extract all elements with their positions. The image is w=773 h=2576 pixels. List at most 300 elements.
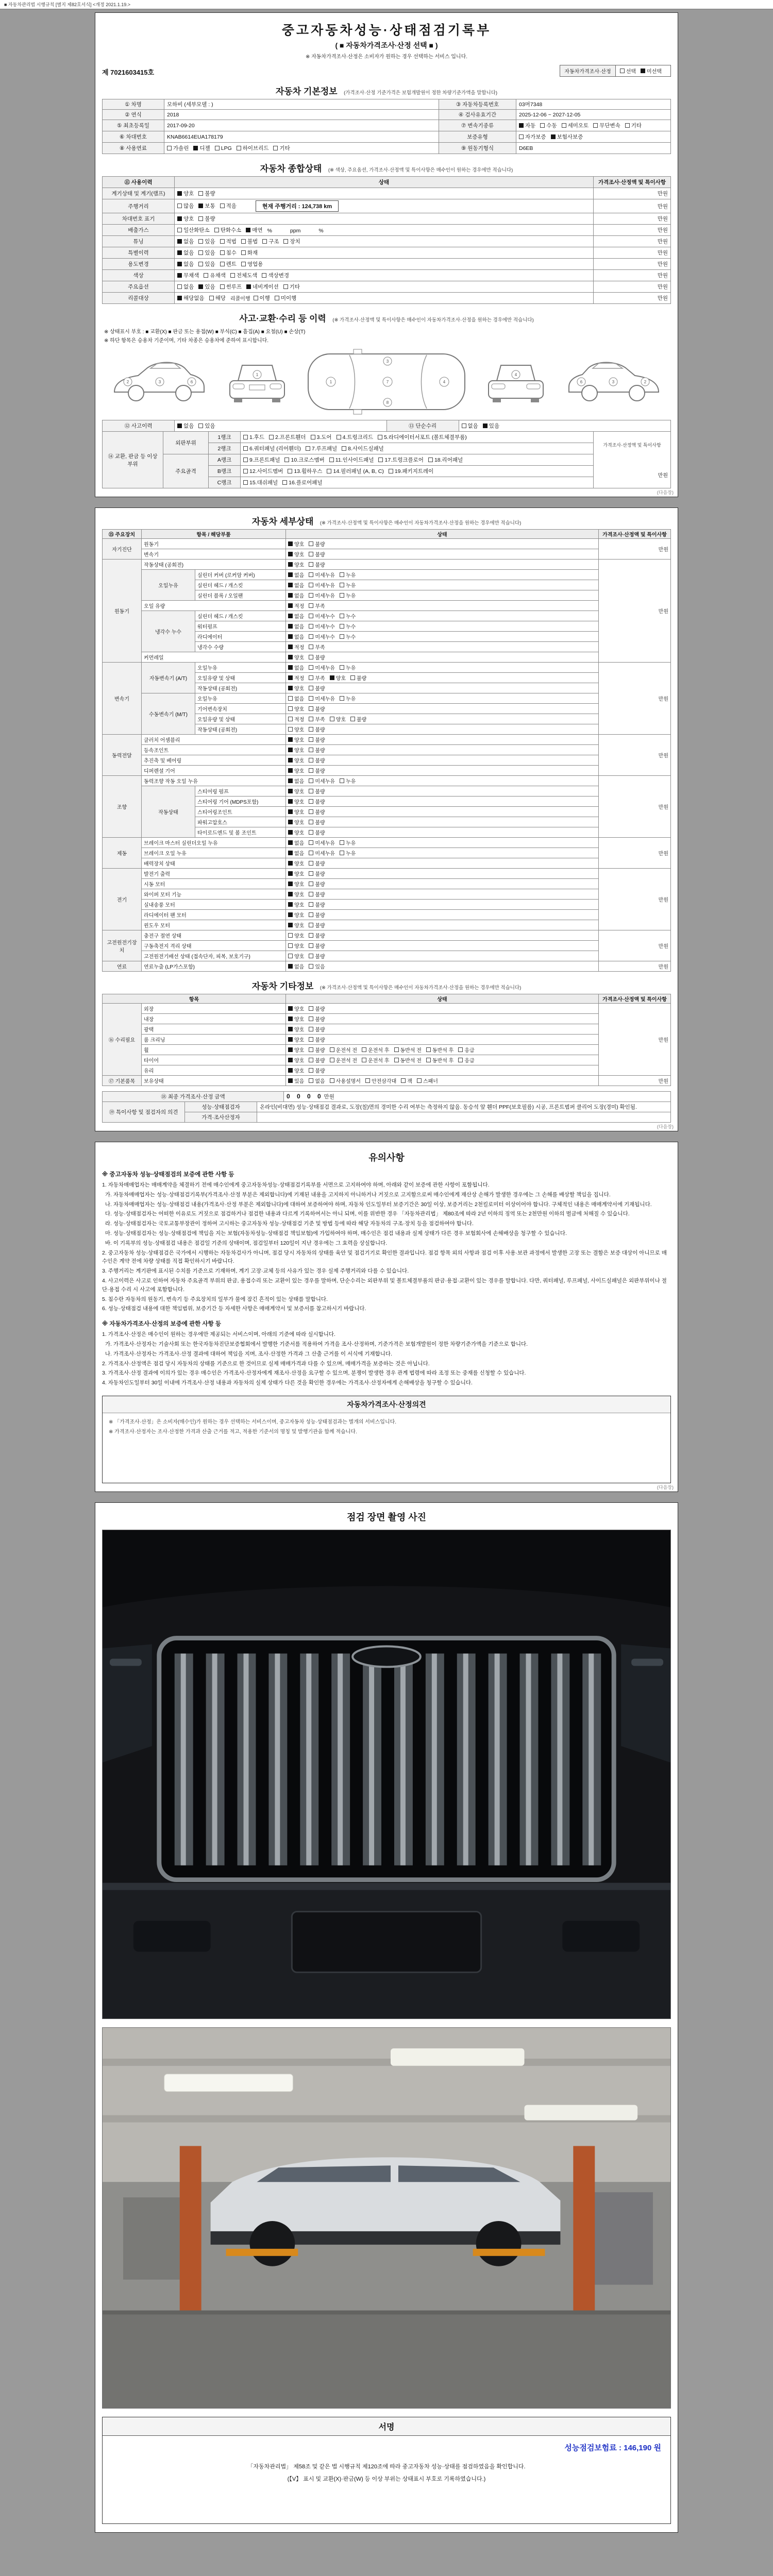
checkbox-option[interactable]: [288, 467, 322, 475]
checkbox-option[interactable]: [309, 633, 335, 640]
checkbox-option[interactable]: [340, 622, 356, 630]
checkbox-option[interactable]: [246, 283, 279, 291]
checkbox-label: 누수: [345, 624, 356, 630]
checkbox-option[interactable]: [362, 1056, 389, 1064]
checkbox-option[interactable]: [309, 1046, 325, 1054]
price-cell: 만원: [599, 869, 671, 930]
checkbox-option[interactable]: [214, 226, 242, 234]
checkbox-option[interactable]: [177, 260, 194, 268]
item-label: 고전원전기배선 상태 (접속단자, 피복, 보호기구): [142, 951, 286, 961]
checkbox-option[interactable]: [220, 238, 237, 245]
svg-text:3: 3: [386, 359, 389, 364]
checkbox-option[interactable]: [215, 145, 232, 151]
checkbox-option[interactable]: [329, 456, 374, 464]
checkbox-label: 2.프론트휀더: [275, 434, 306, 440]
checkbox-option[interactable]: [309, 736, 325, 743]
unchecked-box-icon: [309, 789, 313, 793]
checkbox-option[interactable]: [309, 1015, 325, 1023]
checkbox-label: 매연: [252, 227, 263, 233]
car-name-value: 모하비 (세부모델 : ): [164, 99, 439, 110]
unchecked-box-icon: [198, 262, 203, 266]
checkbox-option[interactable]: [288, 911, 304, 919]
unchecked-box-icon: [306, 446, 310, 451]
checkbox-option[interactable]: [288, 602, 304, 609]
first-reg-value: 2017-09-20: [164, 120, 439, 131]
checkbox-option[interactable]: [288, 1077, 304, 1084]
checkbox-option[interactable]: [342, 445, 384, 452]
checkbox-option[interactable]: [309, 612, 335, 620]
checkbox-option[interactable]: [426, 1046, 453, 1054]
checkbox-option[interactable]: [458, 1046, 474, 1054]
unchecked-box-icon: [309, 912, 313, 917]
checkbox-option[interactable]: [288, 828, 304, 836]
checkbox-option[interactable]: [288, 550, 304, 558]
checkbox-option[interactable]: [177, 190, 194, 197]
checkbox-option[interactable]: [309, 1036, 325, 1043]
checkbox-label: 양호: [183, 216, 194, 222]
checkbox-option[interactable]: [177, 202, 194, 210]
checkbox-option[interactable]: [288, 931, 304, 939]
checkbox-option[interactable]: [230, 272, 258, 279]
checkbox-option[interactable]: [350, 715, 366, 723]
checkbox-option[interactable]: [288, 777, 304, 785]
checkbox-label: 불량: [315, 861, 325, 867]
checkbox-option[interactable]: [288, 1025, 304, 1033]
checkbox-option[interactable]: [220, 260, 237, 268]
rank1-label: 1랭크: [209, 432, 241, 443]
checkbox-option[interactable]: [309, 1066, 325, 1074]
row-state: [175, 247, 594, 259]
checkbox-option[interactable]: [288, 1005, 304, 1012]
checked-box-icon: [288, 1037, 293, 1042]
checkbox-label: 불량: [315, 810, 325, 816]
checkbox-label: 양호: [294, 552, 305, 558]
checkbox-option[interactable]: [362, 1046, 389, 1054]
checkbox-option[interactable]: [220, 283, 242, 291]
checkbox-option[interactable]: [309, 540, 325, 548]
checkbox-option[interactable]: [288, 808, 304, 816]
row-state: [175, 213, 594, 225]
checkbox-option[interactable]: [275, 294, 296, 302]
overall-row-color: [103, 270, 671, 281]
checkbox-option[interactable]: [288, 684, 304, 692]
car-side-right-diagram: [563, 351, 664, 413]
svg-text:6: 6: [580, 380, 583, 384]
checkbox-option[interactable]: [198, 283, 215, 291]
checkbox-option[interactable]: [198, 260, 215, 268]
checkbox-option[interactable]: [394, 1056, 422, 1064]
document-header: [102, 18, 671, 61]
group-label: 변속기: [103, 663, 142, 735]
notice-paragraph: 4. 자동차인도일부터 30일 이내에 가격조사·산정 내용과 자동차의 실제 상태가 다른 것을 확인한 경우에는 가격조사·산정자에게 손해배상을 청구할 수 있습니다.: [102, 1380, 473, 1386]
emission-units: % ppm %: [267, 228, 324, 234]
checkbox-option[interactable]: [288, 705, 304, 713]
checkbox-option[interactable]: [309, 756, 325, 764]
checkbox-option[interactable]: [483, 422, 499, 430]
checkbox-option[interactable]: [378, 433, 467, 441]
checkbox-option[interactable]: [283, 238, 300, 245]
checkbox-option[interactable]: [309, 622, 335, 630]
checkbox-option[interactable]: [309, 921, 325, 929]
item-label: 동력조향 작동 오일 누유: [142, 776, 286, 786]
checkbox-option[interactable]: [198, 202, 215, 210]
checkbox-option[interactable]: [237, 144, 269, 152]
checkbox-option[interactable]: [288, 890, 304, 898]
checkbox-option[interactable]: [340, 694, 356, 702]
checkbox-option[interactable]: [283, 283, 300, 291]
checkbox-option[interactable]: [620, 67, 636, 75]
rankA-label: A랭크: [209, 454, 241, 466]
checkbox-option[interactable]: [288, 962, 304, 970]
checkbox-option[interactable]: [288, 540, 304, 548]
checkbox-option[interactable]: [177, 283, 194, 291]
checkbox-option[interactable]: [309, 602, 325, 609]
checkbox-option[interactable]: [309, 694, 335, 702]
checkbox-option[interactable]: [309, 1005, 325, 1012]
checkbox-option[interactable]: [394, 1046, 422, 1054]
checkbox-option[interactable]: [282, 479, 322, 486]
checkbox-label: 없음: [183, 239, 194, 245]
checkbox-option[interactable]: [309, 818, 325, 826]
checkbox-option[interactable]: [309, 952, 325, 960]
checkbox-option[interactable]: [243, 433, 264, 441]
checkbox-option[interactable]: [311, 433, 332, 441]
checkbox-option[interactable]: [309, 705, 325, 713]
checkbox-option[interactable]: [340, 839, 356, 846]
checkbox-option[interactable]: [243, 479, 278, 486]
checkbox-option[interactable]: [288, 859, 304, 867]
item-label: 스티어링 기어 (MDPS포함): [195, 796, 286, 807]
checkbox-option[interactable]: [309, 550, 325, 558]
detail-row: [103, 858, 671, 869]
simple-repair-options: [459, 420, 671, 432]
checkbox-label: 없음: [294, 964, 305, 970]
price-cell: 만원: [594, 199, 671, 213]
checkbox-option[interactable]: [288, 787, 304, 795]
checkbox-label: 누유: [345, 779, 356, 785]
checkbox-option[interactable]: [309, 849, 335, 857]
checkbox-option[interactable]: [641, 67, 662, 75]
checkbox-option[interactable]: [288, 581, 304, 589]
checkbox-option[interactable]: [254, 294, 270, 302]
checkbox-option[interactable]: [327, 467, 383, 475]
checkbox-option[interactable]: [177, 238, 194, 245]
checkbox-option[interactable]: [288, 870, 304, 877]
checkbox-option[interactable]: [288, 561, 304, 568]
item-label: 실린더 헤드 / 개스킷: [195, 580, 286, 590]
checkbox-option[interactable]: [198, 215, 215, 223]
checkbox-option[interactable]: [426, 1056, 453, 1064]
checkbox-option[interactable]: [288, 952, 304, 960]
checkbox-option[interactable]: [309, 942, 325, 950]
checkbox-option[interactable]: [177, 249, 194, 257]
checkbox-option[interactable]: [309, 870, 325, 877]
checkbox-label: 구조: [268, 239, 279, 245]
checkbox-option[interactable]: [288, 1066, 304, 1074]
checkbox-option[interactable]: [243, 445, 301, 452]
checkbox-option[interactable]: [309, 962, 325, 970]
checkbox-option[interactable]: [309, 901, 325, 908]
checkbox-option[interactable]: [309, 561, 325, 568]
checkbox-option[interactable]: [306, 445, 337, 452]
checkbox-option[interactable]: [309, 653, 325, 661]
item-label: 오일유량 및 상태: [195, 673, 286, 683]
checkbox-option[interactable]: [288, 653, 304, 661]
checkbox-option[interactable]: [193, 144, 210, 152]
checked-box-icon: [288, 603, 293, 608]
checkbox-label: 적음: [226, 203, 237, 209]
checkbox-option[interactable]: [309, 581, 335, 589]
checkbox-option[interactable]: [177, 294, 205, 302]
checkbox-option[interactable]: [330, 1077, 361, 1084]
checkbox-option[interactable]: [241, 260, 263, 268]
checkbox-option[interactable]: [288, 725, 304, 733]
checkbox-label: 없음: [294, 697, 305, 702]
document-title: 중고자동차성능·상태점검기록부: [281, 23, 492, 38]
checkbox-option[interactable]: [428, 456, 463, 464]
checkbox-option[interactable]: [243, 467, 283, 475]
checkbox-option[interactable]: [288, 633, 304, 640]
appraiser-remark: [257, 1112, 671, 1123]
checkbox-option[interactable]: [309, 684, 325, 692]
checkbox-label: 6.쿼터패널 (리어휀더): [249, 446, 301, 452]
checkbox-option[interactable]: [288, 798, 304, 805]
checkbox-option[interactable]: [288, 818, 304, 826]
checkbox-option[interactable]: [330, 1046, 357, 1054]
checkbox-option[interactable]: [309, 880, 325, 888]
svg-text:1: 1: [329, 380, 332, 384]
checkbox-option[interactable]: [288, 1036, 304, 1043]
notice-paragraph: 2. 중고자동차 성능·상태점검은 국가에서 시행하는 자동차검사가 아니며, 점검 당시 자동차의 상태를 육안 및 점검기기로 확인한 결과입니다. 점검 항목 외의 사항과 점검 이후 사용·보관 과정에서 발생한 고장 또는 결함은 보증 대상이 아니므로 매수인은 계약 전에 차량 상태를 직접 확인하시기 바랍니다.: [102, 1249, 667, 1265]
checkbox-option[interactable]: [209, 294, 226, 302]
checkbox-label: 있음: [205, 284, 215, 290]
unchecked-box-icon: [330, 717, 334, 721]
checkbox-option[interactable]: [288, 736, 304, 743]
item-label: 브레이크 마스터 실린더오일 누유: [142, 838, 286, 848]
checkbox-option[interactable]: [309, 808, 325, 816]
checkbox-option[interactable]: [177, 272, 199, 279]
checkbox-option[interactable]: [309, 767, 325, 774]
checkbox-option[interactable]: [288, 571, 304, 579]
unchecked-box-icon: [340, 778, 344, 783]
checkbox-option[interactable]: [309, 746, 325, 754]
checkbox-option[interactable]: [177, 422, 194, 430]
checkbox-option[interactable]: [288, 1046, 304, 1054]
unchecked-box-icon: [309, 923, 313, 927]
checkbox-option[interactable]: [365, 1077, 396, 1084]
checkbox-option[interactable]: [330, 715, 346, 723]
checkbox-option[interactable]: [350, 674, 366, 682]
checkbox-option[interactable]: [288, 849, 304, 857]
checkbox-option[interactable]: [288, 746, 304, 754]
notice-paragraph: 가. 가격조사·산정자는 기술사회 또는 한국자동차진단보증협회에서 발행한 기준서를 적용하여 가격을 조사·산정하며, 기준가격은 보험개발원이 정한 차량기준가액을 기준으로 합니다.: [102, 1341, 528, 1347]
checkbox-option[interactable]: [204, 272, 225, 279]
checkbox-option[interactable]: [198, 422, 215, 430]
checkbox-option[interactable]: [309, 664, 335, 671]
unchecked-box-icon: [309, 882, 313, 886]
checked-box-icon: [288, 830, 293, 835]
checkbox-option[interactable]: [540, 122, 557, 129]
checkbox-option[interactable]: [337, 433, 373, 441]
checkbox-option[interactable]: [177, 215, 194, 223]
checkbox-option[interactable]: [288, 591, 304, 599]
notice-paragraph: 나. 가격조사·산정자는 가격조사·산정 결과에 대하여 책임을 지며, 조사·산정한 가격과 그 산출 근거를 이 서식에 기재합니다.: [102, 1350, 392, 1357]
checkbox-label: 양호: [294, 686, 305, 692]
checkbox-option[interactable]: [309, 787, 325, 795]
item-label: 광택: [142, 1024, 286, 1035]
overall-row-gauge: [103, 188, 671, 199]
row-state: [175, 293, 594, 304]
checkbox-option[interactable]: [198, 190, 215, 197]
checkbox-option[interactable]: [309, 859, 325, 867]
checkbox-option[interactable]: [309, 725, 325, 733]
checkbox-option[interactable]: [241, 238, 258, 245]
document-subnote: ※ 자동차가격조사·산정은 소비자가 원하는 경우 선택하는 서비스 입니다.: [305, 54, 468, 60]
checkbox-option[interactable]: [340, 591, 356, 599]
checked-box-icon: [177, 216, 182, 221]
checkbox-option[interactable]: [288, 715, 304, 723]
checkbox-option[interactable]: [309, 674, 325, 682]
checked-box-icon: [330, 675, 334, 680]
checkbox-option[interactable]: [625, 122, 642, 129]
checkbox-option[interactable]: [340, 581, 356, 589]
item-label: 휠: [142, 1045, 286, 1055]
checkbox-option[interactable]: [288, 1056, 304, 1064]
checkbox-option[interactable]: [241, 249, 258, 257]
price-cell: 만원: [594, 247, 671, 259]
checkbox-option[interactable]: [330, 674, 346, 682]
checkbox-option[interactable]: [288, 756, 304, 764]
checkbox-option[interactable]: [269, 433, 306, 441]
checkbox-option[interactable]: [243, 456, 280, 464]
etc-note: (※ 가격조사·산정액 및 특이사항은 매수인이 자동차가격조사·산정을 원하는 경우에만 적습니다): [320, 985, 522, 991]
checkbox-option[interactable]: [288, 694, 304, 702]
checkbox-option[interactable]: [220, 202, 237, 210]
checkbox-option[interactable]: [262, 238, 279, 245]
checkbox-option[interactable]: [309, 571, 335, 579]
checkbox-option[interactable]: [309, 643, 325, 651]
checkbox-option[interactable]: [340, 777, 356, 785]
checked-box-icon: [288, 902, 293, 907]
item-label: 작동상태 (공회전): [142, 560, 286, 570]
checkbox-label: 렌트: [226, 261, 237, 267]
checkbox-option[interactable]: [519, 133, 546, 141]
checkbox-option[interactable]: [309, 828, 325, 836]
checkbox-option[interactable]: [309, 798, 325, 805]
item-label: 타이로드엔드 및 볼 조인트: [195, 827, 286, 838]
checkbox-option[interactable]: [288, 1015, 304, 1023]
detail-col-device: ⑮ 주요장치: [103, 530, 142, 539]
checkbox-option[interactable]: [288, 674, 304, 682]
unchecked-box-icon: [330, 1058, 334, 1062]
checkbox-label: 자동: [525, 123, 536, 129]
detail-row: [103, 735, 671, 745]
checkbox-option[interactable]: [288, 901, 304, 908]
checkbox-option[interactable]: [551, 133, 583, 141]
checked-box-icon: [288, 964, 293, 969]
checkbox-option[interactable]: [288, 664, 304, 671]
checkbox-option[interactable]: [309, 1077, 325, 1084]
checkbox-option[interactable]: [167, 144, 189, 152]
checkbox-option[interactable]: [288, 921, 304, 929]
checkbox-option[interactable]: [273, 144, 290, 152]
overall-row-vin-mark: [103, 213, 671, 225]
checkbox-option[interactable]: [417, 1077, 438, 1084]
item-state: [286, 951, 599, 961]
checkbox-option[interactable]: [284, 456, 324, 464]
checkbox-option[interactable]: [198, 249, 215, 257]
checkbox-option[interactable]: [401, 1077, 412, 1084]
checkbox-option[interactable]: [177, 226, 210, 234]
checkbox-option[interactable]: [288, 767, 304, 774]
checkbox-option[interactable]: [309, 777, 335, 785]
item-label: 라디에이터 팬 모터: [142, 910, 286, 920]
checkbox-label: 불량: [315, 1038, 325, 1043]
checkbox-option[interactable]: [309, 715, 325, 723]
checkbox-option[interactable]: [340, 571, 356, 579]
item-state: [286, 900, 599, 910]
unchecked-box-icon: [241, 250, 246, 255]
checkbox-label: 자가보증: [525, 134, 546, 140]
checkbox-label: 불량: [315, 903, 325, 908]
checkbox-label: 불량: [315, 831, 325, 836]
checkbox-option[interactable]: [462, 422, 478, 430]
group-label: 원동기: [103, 560, 142, 663]
checkbox-option[interactable]: [288, 622, 304, 630]
checkbox-option[interactable]: [288, 643, 304, 651]
basic-info-table: [102, 99, 671, 154]
checkbox-option[interactable]: [309, 890, 325, 898]
checkbox-option[interactable]: [309, 839, 335, 846]
checkbox-option[interactable]: [519, 122, 535, 129]
overall-row-recall: [103, 293, 671, 304]
unchecked-box-icon: [350, 717, 355, 721]
item-state: [286, 663, 599, 673]
checkbox-option[interactable]: [562, 122, 589, 129]
checkbox-option[interactable]: [220, 249, 237, 257]
checkbox-option[interactable]: [340, 633, 356, 640]
checkbox-option[interactable]: [262, 272, 289, 279]
checkbox-option[interactable]: [340, 849, 356, 857]
item-state: [286, 693, 599, 704]
checkbox-option[interactable]: [309, 591, 335, 599]
checkbox-label: 미세누유: [315, 841, 335, 846]
checkbox-label: 없음: [294, 779, 305, 785]
checkbox-option[interactable]: [458, 1056, 474, 1064]
overall-col-price: 가격조사·산정액 및 특이사항: [594, 177, 671, 188]
checkbox-option[interactable]: [288, 839, 304, 846]
checkbox-option[interactable]: [246, 226, 262, 234]
unchecked-box-icon: [329, 457, 334, 462]
checked-box-icon: [288, 593, 293, 598]
checkbox-label: 양호: [294, 655, 305, 661]
checkbox-option[interactable]: [340, 664, 356, 671]
checkbox-option[interactable]: [309, 1025, 325, 1033]
checkbox-option[interactable]: [309, 1056, 325, 1064]
checkbox-option[interactable]: [288, 612, 304, 620]
item-state: [286, 1076, 599, 1086]
checkbox-option[interactable]: [593, 122, 620, 129]
checkbox-option[interactable]: [288, 880, 304, 888]
checkbox-option[interactable]: [340, 612, 356, 620]
checkbox-option[interactable]: [389, 467, 433, 475]
checkbox-option[interactable]: [378, 456, 423, 464]
checkbox-option[interactable]: [309, 931, 325, 939]
checkbox-option[interactable]: [330, 1056, 357, 1064]
checkbox-option[interactable]: [198, 238, 215, 245]
checkbox-option[interactable]: [309, 911, 325, 919]
checkbox-option[interactable]: [288, 942, 304, 950]
